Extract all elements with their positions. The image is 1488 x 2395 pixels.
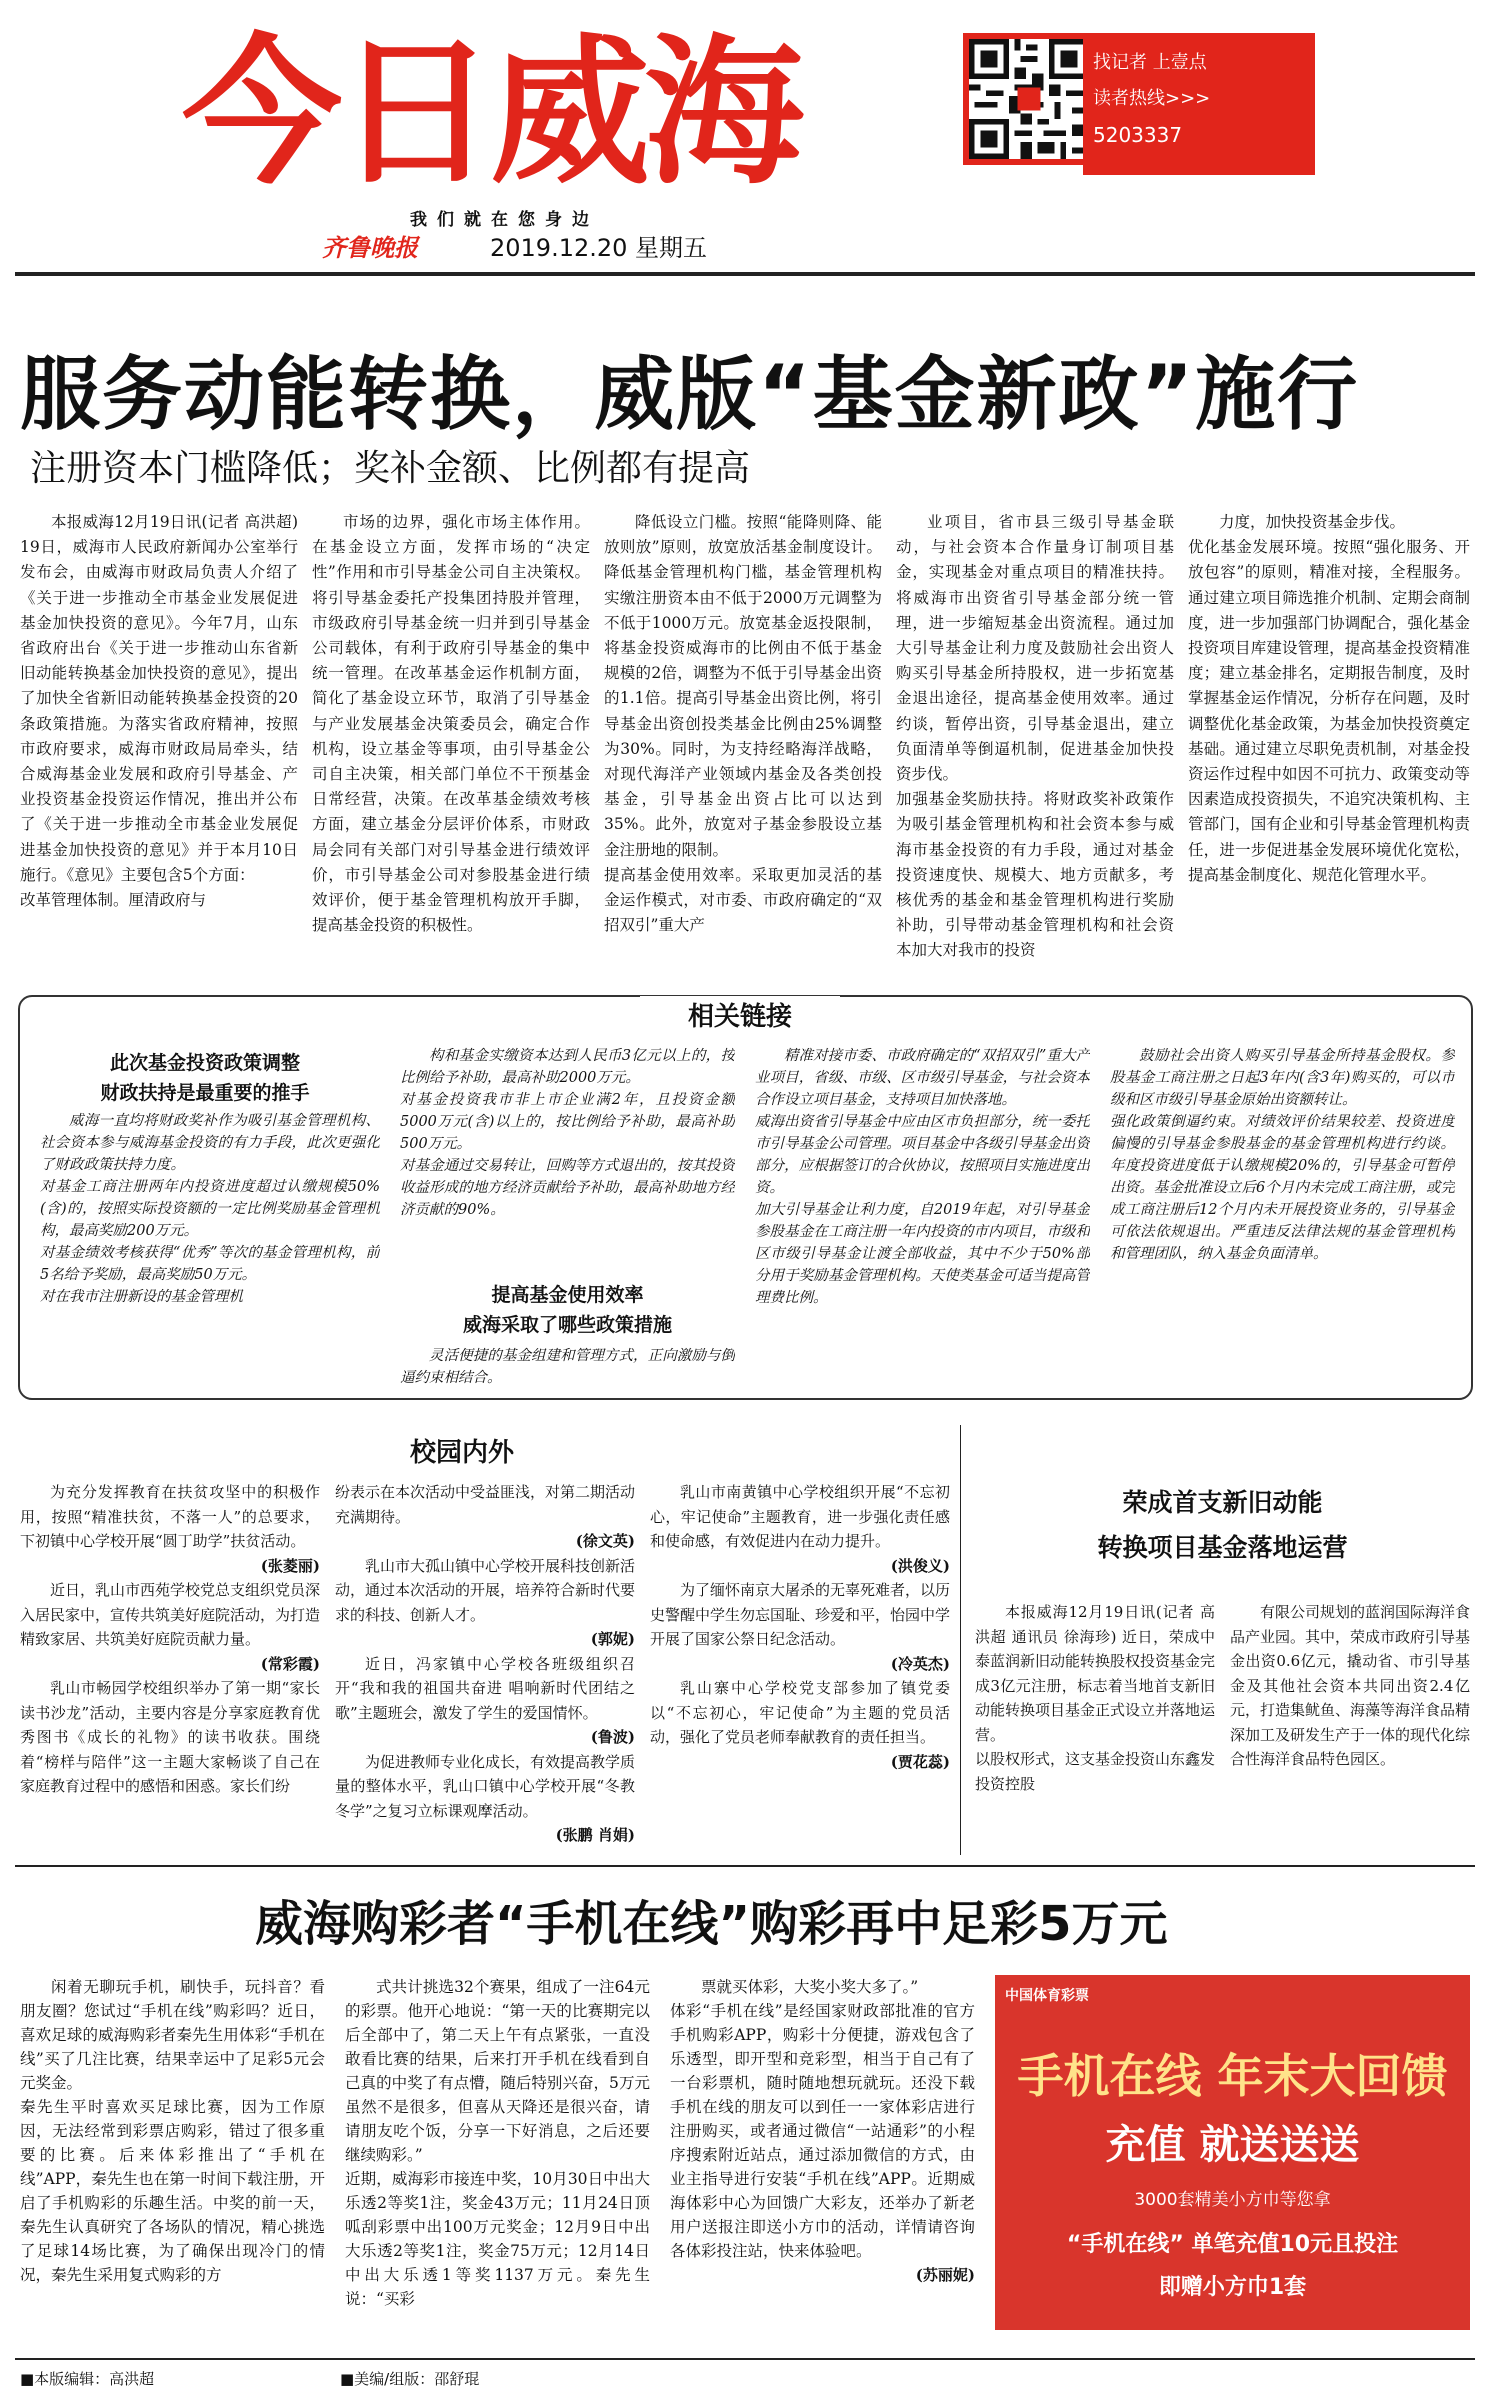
hotline-line2: 读者热线>>> bbox=[1093, 88, 1211, 109]
campus-item-9: 为了缅怀南京大屠杀的无辜死难者，以历史警醒中学生勿忘国耻、珍爱和平，怡园中学开展了国家公祭日纪念活动。 bbox=[650, 1581, 950, 1648]
campus-sign-7: (张鹏 肖娟) bbox=[555, 1826, 635, 1844]
links-c2-text: 构和基金实缴资本达到人民币3亿元以上的，按比例给予补助，最高补助2000万元。 对基金投资我市非上市企业满2年，且投资金额5000万元(含)以上的，按比例给予补助，最高补助500万元。 对基金通过交易转让，回购等方式退出的，按其投资收益形成的地方经济贡献给予补助，最高补助地方经济贡献的90%。 bbox=[400, 1048, 735, 1218]
lead-col4-text: 业项目，省市县三级引导基金联动，与社会资本合作量身订制项目基金，实现基金对重点项目的精准扶持。将威海市出资省引导基金部分统一管理，进一步缩短基金出资流程。通过加大引导基金让利力度及鼓励社会出资人购买引导基金所持股权，进一步拓宽基金退出途径，提高基金使用效率。通过约谈，暂停出资，引导基金退出，建立负面清单等倒逼机制，促进基金加快投资步伐。 加强基金奖励扶持。将财政奖补政策作为吸引基金管理机构和社会资本参与威海市基金投资的有力手段，通过对基金投资速度快、规模大、地方贡献多，考核优秀的基金和基金管理机构进行奖励补助，引导带动基金管理机构和社会资本加大对我市的投资 bbox=[896, 513, 1174, 960]
lottery-column-2 bbox=[345, 1975, 650, 2350]
links-c3-text: 精准对接市委、市政府确定的“双招双引”重大产业项目，省级、市级、区市级引导基金，与社会资本合作设立项目基金，支持项目加快落地。 威海出资省引导基金中应由区市负担部分，统一委托市引导基金公司管理。项目基金中各级引导基金出资部分，应根据签订的合伙协议，按照项目实施进度出资。 加大引导基金让利力度，自2019年起，对引导基金参股基金在工商注册一年内投资的市内项目，市级和区市级引导基金让渡全部收益，其中不少于50%部分用于奖励基金管理机构。天使类基金可适当提高管理费比例。 bbox=[755, 1048, 1090, 1306]
lead-col5-text: 力度，加快投资基金步伐。 优化基金发展环境。按照“强化服务、开放包容”的原则，精准对接，全程服务。通过建立项目筛选推介机制、定期会商制度，进一步加强部门协调配合，强化基金投资项目库建设管理，提高基金投资精准度；建立基金排名，定期报告制度，及时掌握基金运作情况，分析存在问题，及时调整优化基金政策，为基金加快投资奠定基础。通过建立尽职免责机制，对基金投资运作过程中如因不可抗力、政策变动等因素造成投资损失，不追究决策机构、主管部门，国有企业和引导基金管理机构责任，进一步促进基金发展环境优化宽松，提高基金制度化、规范化管理水平。 bbox=[1188, 513, 1470, 884]
lottery-column-3 bbox=[670, 1975, 975, 2350]
ad-line-2: “手机在线” 单笔充值10元且投注 bbox=[1066, 2232, 1399, 2257]
links-column-1 bbox=[40, 1110, 380, 1390]
links-c1-text: 威海一直均将财政奖补作为吸引基金管理机构、社会资本参与威海基金投资的有力手段，此次更强化了财政政策扶持力度。 对基金工商注册两年内投资进度超过认缴规模50%(含)的，按照实际投资额的一定比例奖励基金管理机构，最高奖励200万元。 对基金绩效考核获得“优秀”等次的基金管理机构，前5名给予奖励，最高奖励50万元。 对在我市注册新设的基金管理机 bbox=[40, 1113, 380, 1305]
masthead-title: 今日威海 bbox=[182, 19, 799, 206]
lottery-column-1 bbox=[20, 1975, 325, 2350]
links-column-2 bbox=[400, 1045, 735, 1260]
footer-rule bbox=[15, 2358, 1475, 2360]
lottery-c3-text: 票就买体彩，大奖小奖大多了。” 体彩“手机在线”是经国家财政部批准的官方手机购彩APP，购彩十分便捷，游戏包含了乐透型，即开型和竞彩型，相当于自己有了一台彩票机，随时随地想玩就玩。还没下载手机在线的朋友可以到任一一家体彩店进行注册购买，或者通过微信“一站通彩”的小程序搜索附近站点，通过添加微信的方式，由业主指导进行安装“手机在线”APP。近期威海体彩中心为回馈广大彩友，还举办了新老用户送报注即送小方巾的活动，详情请咨询各体彩投注站，快来体验吧。 bbox=[670, 1978, 975, 2260]
ad-line-3: 即赠小方巾1套 bbox=[1158, 2275, 1307, 2300]
campus-column-3 bbox=[650, 1480, 950, 1855]
links-column-2b bbox=[400, 1345, 735, 1391]
campus-sign-1: (张菱丽) bbox=[260, 1556, 320, 1575]
qr-code-icon bbox=[963, 33, 1095, 165]
lottery-advertisement bbox=[995, 1975, 1470, 2330]
lottery-sign: (苏丽妮) bbox=[915, 2266, 975, 2284]
campus-sign-9: (冷英杰) bbox=[890, 1654, 950, 1673]
brand-logo: 齐鲁晚报 bbox=[322, 233, 418, 262]
hotline-line1: 找记者 上壹点 bbox=[1093, 52, 1207, 73]
rongcheng-headline: 荣成首支新旧动能 转换项目基金落地运营 bbox=[1097, 1488, 1348, 1562]
hotline-number: 5203337 bbox=[1093, 123, 1183, 147]
lottery-c2-text: 式共计挑选32个赛果，组成了一注64元的彩票。他开心地说：“第一天的比赛期完以后全部中了，第二天上午有点紧张，一直没敢看比赛的结果，后来打开手机在线看到自己真的中奖了有点懵，随后特别兴奋，5万元虽然不是很多，但喜从天降还是很兴奋，请请朋友吃个饭，分享一下好消息，之后还要继续购彩。” 近期，威海彩市接连中奖，10月30日中出大乐透2等奖1注，奖金43万元；11月24日顶呱刮彩票中出100万元奖金；12月9日中出大乐透2等奖1注，奖金75万元；12月14日中出大乐透1等奖1137万元。秦先生说：“买彩 bbox=[345, 1978, 650, 2308]
lottery-c1-text: 闲着无聊玩手机，刷快手，玩抖音？看朋友圈？您试过“手机在线”购彩吗？近日，喜欢足球的威海购彩者秦先生用体彩“手机在线”买了几注比赛，结果幸运中了足彩5元会元奖金。 秦先生平时喜欢买足球比赛，因为工作原因，无法经常到彩票店购彩，错过了很多重要的比赛。后来体彩推出了“手机在线”APP，秦先生也在第一时间下载注册，开启了手机购彩的乐趣生活。中奖的前一天，秦先生认真研究了各场队的情况，精心挑选了足球14场比赛，为了确保出现冷门的情况，秦先生采用复式购彩的方 bbox=[20, 1978, 325, 2284]
campus-sign-6: (鲁波) bbox=[590, 1728, 635, 1746]
lead-col1-text: 本报威海12月19日讯(记者 高洪超) 19日，威海市人民政府新闻办公室举行发布会，由威海市财政局负责人介绍了《关于进一步推动全市基金业发展促进基金加快投资的意见》。今年7月，山东省政府出台《关于进一步推动山东省新旧动能转换基金加快投资的意见》，提出了加快全省新旧动能转换基金投资的20条政策措施。为落实省政府精神，按照市政府要求，威海市财政局局牵头，结合威海基金业发展和政府引导基金、产业投资基金投资运作情况，推出并公布了《关于进一步推动全市基金业发展促进基金加快投资的意见》并于本月10日施行。《意见》主要包含5个方面： 改革管理体制。厘清政府与 bbox=[20, 513, 298, 910]
lead-column-1 bbox=[20, 510, 298, 988]
links-heading-1: 此次基金投资政策调整 财政扶持是最重要的推手 bbox=[100, 1052, 310, 1104]
lead-subhead: 注册资本门槛降低；奖补金额、比例都有提高 bbox=[30, 448, 751, 489]
campus-sign-10: (贾花蕊) bbox=[890, 1752, 950, 1771]
ad-brand: 中国体育彩票 bbox=[1005, 1988, 1089, 2004]
campus-item-2: 近日，乳山市西苑学校党总支组织党员深入居民家中，宣传共筑美好庭院活动，为打造精致家居、共筑美好庭院贡献力量。 bbox=[20, 1581, 320, 1648]
lead-column-3 bbox=[604, 510, 882, 988]
section-rule bbox=[15, 1865, 1475, 1867]
campus-item-3: 乳山市畅园学校组织举办了第一期“家长读书沙龙”活动，主要内容是分享家庭教育优秀图书《成长的礼物》的读书收获。围绕着“榜样与陪伴”这一主题大家畅谈了自己在家庭教育过程中的感悟和困惑。家长们纷 bbox=[20, 1679, 320, 1795]
links-c4-text: 鼓励社会出资人购买引导基金所持基金股权。参股基金工商注册之日起3年内(含3年)购买的，可以市级和区市级引导基金原始出资额转让。 强化政策倒逼约束。对绩效评价结果较差、投资进度偏慢的引导基金参股基金的基金管理机构进行约谈。年度投资进度低于认缴规模20%的，引导基金可暂停出资。基金批准设立后6个月内未完成工商注册，或完成工商注册后12个月内未开展投资业务的，引导基金可依法依规退出。严重违反法律法规的基金管理机构和管理团队，纳入基金负面清单。 bbox=[1110, 1048, 1455, 1262]
campus-item-6: 近日，冯家镇中心学校各班级组织召开“我和我的祖国共奋进 唱响新时代团结之歌”主题班会，激发了学生的爱国情怀。 bbox=[335, 1654, 635, 1722]
rongcheng-column-2 bbox=[1230, 1600, 1470, 1850]
campus-column-1 bbox=[20, 1480, 320, 1855]
campus-section-title: 校园内外 bbox=[410, 1438, 515, 1468]
related-links-title: 相关链接 bbox=[640, 996, 840, 1033]
links-heading-2: 提高基金使用效率 威海采取了哪些政策措施 bbox=[462, 1284, 672, 1336]
campus-column-2 bbox=[335, 1480, 635, 1855]
masthead-rule bbox=[15, 272, 1475, 276]
lead-column-2 bbox=[312, 510, 590, 988]
lottery-headline: 威海购彩者“手机在线”购彩再中足彩5万元 bbox=[255, 1896, 1168, 1952]
links-column-3 bbox=[755, 1045, 1090, 1390]
campus-sign-4: (徐文英) bbox=[575, 1532, 635, 1550]
lead-headline: 服务动能转换，威版“基金新政”施行 bbox=[20, 348, 1360, 441]
campus-sign-8: (洪俊义) bbox=[890, 1556, 950, 1575]
ad-line-1: 3000套精美小方巾等您拿 bbox=[1134, 2190, 1331, 2210]
footer-editor: ■本版编辑：高洪超 bbox=[20, 2370, 155, 2388]
campus-item-8: 乳山市南黄镇中心学校组织开展“不忘初心，牢记使命”主题教育，进一步强化责任感和使命感，有效促进内在动力提升。 bbox=[650, 1483, 950, 1550]
footer-design: ■美编/组版：邵舒琨 bbox=[340, 2370, 480, 2388]
column-divider bbox=[960, 1425, 961, 1855]
campus-item-7: 为促进教师专业化成长，有效提高教学质量的整体水平，乳山口镇中心学校开展“冬教冬学”之复习立标课观摩活动。 bbox=[335, 1752, 635, 1820]
lead-column-4 bbox=[896, 510, 1174, 988]
reader-hotline-box bbox=[1083, 33, 1315, 175]
links-column-4 bbox=[1110, 1045, 1455, 1390]
rongcheng-c2-text: 有限公司规划的蓝润国际海洋食品产业园。其中，荣成市政府引导基金出资0.6亿元，撬动省、市引导基金及其他社会资本共同出资2.4亿元，打造集鱿鱼、海藻等海洋食品精深加工及研发生产于一体的现代化综合性海洋食品特色园区。 bbox=[1230, 1603, 1470, 1768]
campus-sign-2: (常彩霞) bbox=[260, 1654, 320, 1673]
lead-col3-text: 降低设立门槛。按照“能降则降、能放则放”原则，放宽放活基金制度设计。降低基金管理机构门槛，基金管理机构实缴注册资本由不低于2000万元调整为不低于1000万元。放宽基金返投限制，将基金投资威海市的比例由不低于基金规模的2倍，调整为不低于引导基金出资的1.1倍。提高引导基金出资比例，将引导基金出资创投类基金比例由25%调整为30%。同时，为支持经略海洋战略，对现代海洋产业领域内基金及各类创投基金，引导基金出资占比可以达到35%。此外，放宽对子基金参股设立基金注册地的限制。 提高基金使用效率。采取更加灵活的基金运作模式，对市委、市政府确定的“双招双引”重大产 bbox=[604, 513, 882, 935]
campus-item-1: 为充分发挥教育在扶贫攻坚中的积极作用，按照“精准扶贫，不落一人”的总要求，下初镇中心学校开展“圆丁助学”扶贫活动。 bbox=[20, 1483, 320, 1550]
issue-date: 2019.12.20 星期五 bbox=[490, 234, 708, 262]
campus-sign-5: (郭妮) bbox=[590, 1630, 635, 1648]
lead-column-5 bbox=[1188, 510, 1470, 988]
campus-item-4: 纷表示在本次活动中受益匪浅，对第二期活动充满期待。 bbox=[335, 1483, 635, 1526]
rongcheng-c1-text: 本报威海12月19日讯(记者 高洪超 通讯员 徐海珍) 近日，荣成中泰蓝润新旧动能转换股权投资基金完成3亿元注册，标志着当地首支新旧动能转换项目基金正式设立并落地运营。 以股权形式，这支基金投资山东鑫发投资控股 bbox=[975, 1603, 1215, 1793]
campus-item-5: 乳山市大孤山镇中心学校开展科技创新活动，通过本次活动的开展，培养符合新时代要求的科技、创新人才。 bbox=[335, 1556, 635, 1624]
rongcheng-column-1 bbox=[975, 1600, 1215, 1850]
ad-title: 手机在线 年末大回馈 bbox=[1017, 2049, 1448, 2103]
lead-col2-text: 市场的边界，强化市场主体作用。在基金设立方面，发挥市场的“决定性”作用和市引导基金公司自主决策权。将引导基金委托产投集团持股并管理，市级政府引导基金统一归并到引导基金公司载体，有利于政府引导基金的集中统一管理。在改革基金运作机制方面，简化了基金设立环节，取消了引导基金与产业发展基金决策委员会，确定合作机构，设立基金等事项，由引导基金公司自主决策，相关部门单位不干预基金日常经营，决策。在改革基金绩效考核方面，建立基金分层评价体系，市财政局会同有关部门对引导基金进行绩效评价，市引导基金公司对参股基金进行绩效评价，便于基金管理机构放开手脚，提高基金投资的积极性。 bbox=[312, 513, 590, 935]
masthead-slogan: 我们就在您身边 bbox=[410, 210, 599, 230]
campus-item-10: 乳山寨中心学校党支部参加了镇党委以“不忘初心，牢记使命”为主题的党员活动，强化了党员老师奉献教育的责任担当。 bbox=[650, 1679, 950, 1746]
ad-subtitle: 充值 就送送送 bbox=[1105, 2122, 1360, 2168]
links-c2b-text: 灵活便捷的基金组建和管理方式，正向激励与倒逼约束相结合。 bbox=[400, 1348, 735, 1386]
